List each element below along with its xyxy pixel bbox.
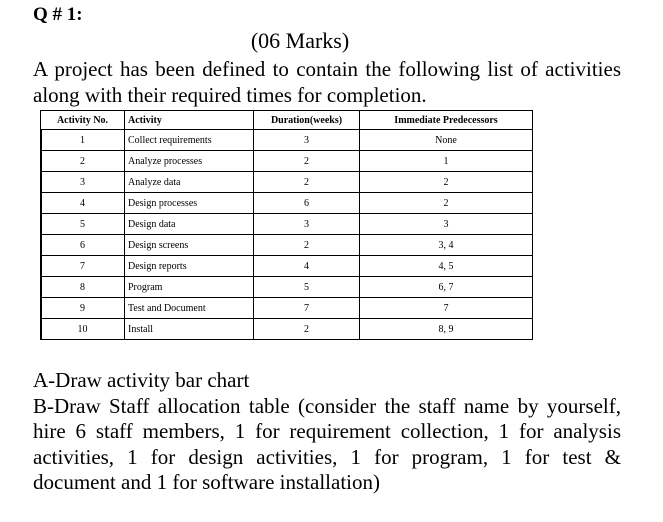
cell-activity: Design reports [125,256,254,277]
cell-predecessors: 2 [360,172,533,193]
cell-duration: 7 [254,298,360,319]
cell-activity-no: 3 [41,172,125,193]
cell-duration: 6 [254,193,360,214]
cell-activity: Design data [125,214,254,235]
table-row [41,172,533,193]
cell-duration: 5 [254,277,360,298]
cell-predecessors: 3 [360,214,533,235]
cell-duration: 2 [254,172,360,193]
activity-table [40,110,533,340]
question-intro: A project has been defined to contain the following list of activities along with their required times for completion. [33,57,621,107]
header-activity: Activity [125,111,254,130]
table-row [41,235,533,256]
cell-activity-no: 1 [41,130,125,151]
task-a: A-Draw activity bar chart [33,368,250,392]
cell-activity: Design processes [125,193,254,214]
cell-predecessors: None [360,130,533,151]
header-duration: Duration(weeks) [254,111,360,130]
cell-activity: Analyze data [125,172,254,193]
cell-activity: Install [125,319,254,340]
table-row [41,193,533,214]
cell-activity-no: 2 [41,151,125,172]
cell-duration: 2 [254,235,360,256]
cell-activity-no: 9 [41,298,125,319]
cell-predecessors: 4, 5 [360,256,533,277]
cell-predecessors: 6, 7 [360,277,533,298]
cell-activity: Test and Document [125,298,254,319]
header-predecessors: Immediate Predecessors [360,111,533,130]
cell-activity-no: 10 [41,319,125,340]
table-row [41,256,533,277]
cell-duration: 3 [254,214,360,235]
cell-activity-no: 8 [41,277,125,298]
cell-activity-no: 6 [41,235,125,256]
table-row [41,151,533,172]
table-row [41,298,533,319]
cell-predecessors: 2 [360,193,533,214]
cell-predecessors: 1 [360,151,533,172]
cell-predecessors: 7 [360,298,533,319]
cell-duration: 2 [254,319,360,340]
cell-duration: 2 [254,151,360,172]
cell-activity: Program [125,277,254,298]
cell-activity: Collect requirements [125,130,254,151]
marks-label: (06 Marks) [250,28,350,53]
cell-activity-no: 7 [41,256,125,277]
cell-duration: 4 [254,256,360,277]
table-row [41,130,533,151]
cell-duration: 3 [254,130,360,151]
cell-activity-no: 4 [41,193,125,214]
cell-activity-no: 5 [41,214,125,235]
task-list [33,368,621,496]
cell-predecessors: 3, 4 [360,235,533,256]
table-row [41,277,533,298]
table-row [41,214,533,235]
table-header-row [41,111,533,130]
cell-activity: Analyze processes [125,151,254,172]
question-heading: Q # 1: [33,4,83,25]
cell-activity: Design screens [125,235,254,256]
cell-predecessors: 8, 9 [360,319,533,340]
table-row [41,319,533,340]
task-b: B-Draw Staff allocation table (consider the staff name by yourself, hire 6 staff members, 1 for requirement collection, 1 for analysis activities, 1 for design activities, 1 for program, 1 for test & document and 1 for software installation) [33,393,621,494]
header-activity-no: Activity No. [41,111,125,130]
